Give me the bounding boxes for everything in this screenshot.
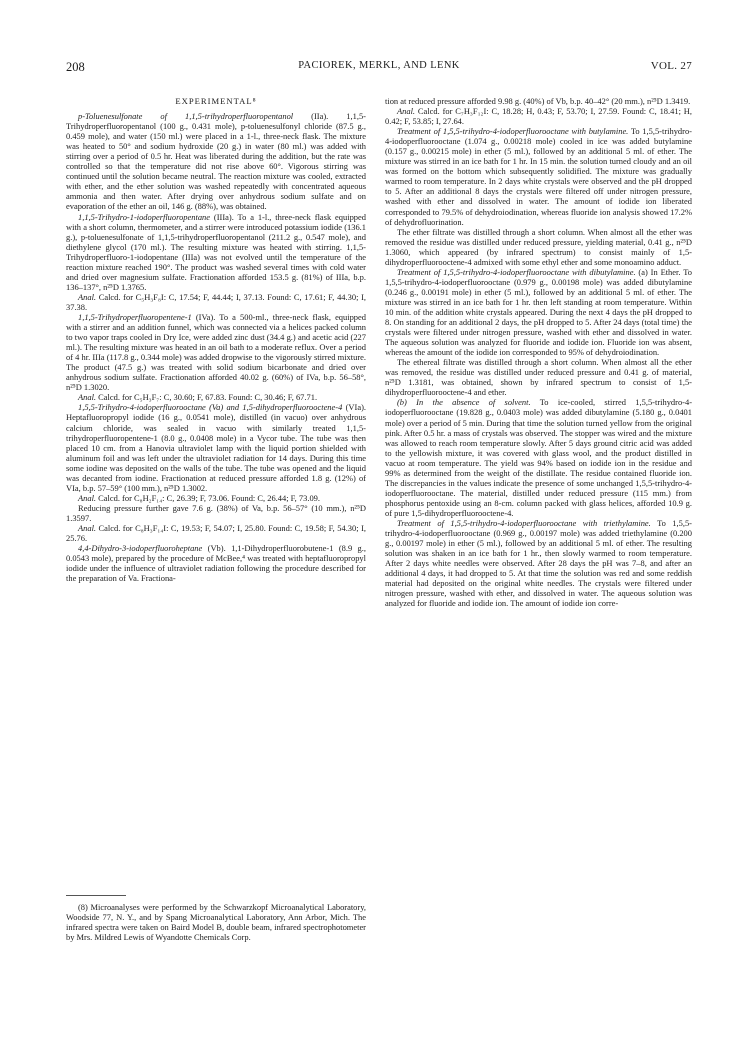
paragraph-body: Calcd. for C₅H₃F₈I: C, 17.54; F, 44.44; I, 37.13. Found: C, 17.61; F, 44.30; I, 37.38. <box>66 291 366 312</box>
paragraph-body: Calcd. for C₅H₃F₇: C, 30.60; F, 67.83. Found: C, 30.46; F, 67.71. <box>96 392 318 403</box>
paragraph <box>66 392 366 402</box>
paragraph <box>66 312 366 392</box>
paragraph-italic-lead: Anal. <box>78 291 97 302</box>
section-heading-experimental: EXPERIMENTAL⁸ <box>175 96 257 106</box>
paragraph-italic-lead: Treatment of 1,5,5-trihydro-4-iodoperfluorooctane with butylamine. <box>397 126 629 137</box>
paragraph <box>66 402 366 492</box>
paragraph-body: Calcd. for C₈H₃F₁₄I: C, 19.53; F, 54.07; I, 25.80. Found: C, 19.58; F, 54.30; I, 25.76. <box>66 522 366 544</box>
paragraph <box>66 543 366 583</box>
paragraph-italic-lead: Anal. <box>78 392 97 403</box>
paragraph <box>66 292 366 312</box>
paragraph-body: The ether filtrate was distilled through a short column. When almost all the ether was removed the residue was distilled under reduced pressure, yielding material, 0.41 g., n²⁵D 1.3060, which appeared (by infrared spectrum) to consist mainly of 1,5-dihydroperfluorooctene-4 admixed with some ethyl ether and some monoamino adduct. <box>385 226 692 267</box>
paragraph <box>66 212 366 292</box>
paragraph-body: (VIa). Heptafluoropropyl iodide (16 g., 0.0541 mole), distilled (in vacuo) over anhydrous calcium chloride, was sealed in vacuo with similarly treated 1,1,5-trihydroperfluoropentene-1 (8.0 g., 0.0408 mole) in a Vycor tube. The tube was then placed 10 cm. from a Hanovia ultraviolet lamp with the liquid portion shielded with aluminum foil and was left under the ultraviolet radiation for 14 days. During this time some iodine was deposited on the walls of the tube. The tube was opened and the liquid was decanted from iodine. Fractionation at reduced pressure afforded 1.8 g. (12%) of VIa, b.p. 57–59° (100 mm.), n²⁵D 1.3002. <box>66 402 366 493</box>
page-number: 208 <box>66 60 85 74</box>
paragraph <box>385 518 692 608</box>
paragraph-body: Calcd. for C₇H₃F₁₂I: C, 18.28; H, 0.43; F, 53.70; I, 27.59. Found: C, 18.41; H, 0.42; F, 53.85; I, 27.64. <box>385 106 692 127</box>
paragraph-body: (Vb). 1,1-Dihydroperfluorobutene-1 (8.9 g., 0.0543 mole), prepared by the procedure of McBee,⁴ was treated with heptafluoropropyl iodide under the influence of ultraviolet radiation following the procedure described for the preparation of Va. Fractiona- <box>66 543 366 584</box>
paragraph-body: tion at reduced pressure afforded 9.98 g. (40%) of Vb, b.p. 40–42° (20 mm.), n²⁵D 1.3419. <box>385 96 691 106</box>
paragraph <box>385 96 692 106</box>
paragraph-italic-lead: Anal. <box>397 106 416 117</box>
paragraph <box>385 106 692 126</box>
footnote-8: (8) Microanalyses were performed by the Schwarzkopf Microanalytical Laboratory, Woodside 77, N. Y., and by Spang Microanalytical Laboratory, Ann Arbor, Mich. The infrared spectra were taken on Baird Model B, double beam, infrared spectrophotometer by Mrs. Mildred Lewis of Wyandotte Chemicals Corp. <box>66 902 366 943</box>
left-text-column <box>66 96 366 583</box>
paragraph-italic-lead: 1,1,5-Trihydro-1-iodoperfluoropentane <box>78 211 211 222</box>
running-title-authors: PACIOREK, MERKL, AND LENK <box>298 60 460 71</box>
paragraph-body: To ice-cooled, stirred 1,5,5-trihydro-4-iodoperfluorooctane (19.828 g., 0.0403 mole) was added dibutylamine (5.180 g., 0.0401 mole) over a period of 5 min. During that time the solution turned yellow from the original pink. After 0.5 hr. a mass of crystals was observed. The stopper was wired and the mixture was allowed to reach room temperature slowly. After 5 days ground citric acid was added to the yellowish mixture, it was covered with glass wool, and the product distilled in vacuo at room temperature. The yield was 94% based on iodide ion in the residue and 99% as determined from the weight of the distillate. The residue contained fluoride ion. The discrepancies in the values indicate the presence of some unchanged 1,5,5-trihydro-4-iodoperfluorooctane. The material, distilled under reduced pressure (115 mm.) from phosphorus pentoxide using an 8-cm. column packed with glass helices, afforded 10.9 g. of pure 1,5-dihydroperfluorooctene-4. <box>385 397 693 518</box>
paragraph-italic-lead: Anal. <box>78 522 97 533</box>
paragraph-body: (IVa). To a 500-ml., three-neck flask, equipped with a stirrer and an addition funnel, which was connected via a helices packed column to two vapor traps cooled in Dry Ice, were added zinc dust (34.4 g.) and acetic acid (227 ml.). The resulting mixture was heated in an oil bath to a moderate reflux. Over a period of 4 hr. IIIa (117.8 g., 0.344 mole) was added dropwise to the vigorously stirred mixture. The product (47.5 g.) was treated with solid sodium bicarbonate and dried over anhydrous sodium sulfate. Fractionation afforded 40.02 g. (60%) of IVa, b.p. 56–58°, n²⁵D 1.3020. <box>66 311 366 393</box>
paragraph-body: Calcd. for C₈H₂F₁₄: C, 26.39; F, 73.06. Found: C, 26.44; F, 73.09. <box>96 492 320 503</box>
paragraph-body: To 1,5,5-trihydro-4-iodoperfluorooctane (1.074 g., 0.00218 mole) cooled in ice was added butylamine (0.157 g., 0.00215 mole) in ether (5 ml.), followed by an additional 5 ml. of ether. The mixture was stirred in an ice bath for 1 hr. In 15 min. the solution turned cloudy and an oil was formed on the bottom which subsequently solidified. The mixture was gradually warmed to room temperature. In 2 days white crystals were observed and the pH dropped to 5. After an additional 8 days the crystals were filtered off under nitrogen pressure, washed with ether and dissolved in water. The amount of iodide ion liberated corresponded to 79.5% of dehydroiodination, whereas fluoride ion analysis showed 17.2% of dehydrofluorination. <box>385 126 692 227</box>
footnote-area <box>66 895 366 942</box>
paragraph-body: (IIa). 1,1,5-Trihydroperfluoropentanol (100 g., 0.431 mole), p-toluenesulfonyl chloride (87.5 g., 0.459 mole), and water (150 ml.) were placed in a 1-l., three-neck flask. The mixture was heated to 50° and sodium hydroxide (20 g.) in water (80 ml.) was added with stirring over a period of 0.5 hr. Heat was liberated during the addition, but the rate was controlled so that the temperature did not rise above 60°. Vigorous stirring was continued until the solution became neutral. The reaction mixture was cooled, extracted with ether, and the ether solution was washed repeatedly with concentrated aqueous ammonia and then water. After drying over anhydrous sodium sulfate and on evaporation of the ether an oil, 146 g. (88%), was obtained. <box>66 111 366 212</box>
paragraph-italic-lead: 4,4-Dihydro-3-iodoperfluoroheptane <box>78 543 203 554</box>
right-text-column <box>385 96 692 608</box>
paragraph <box>66 523 366 543</box>
paragraph-body: Reducing pressure further gave 7.6 g. (38%) of Va, b.p. 56–57° (10 mm.), n²⁵D 1.3597. <box>66 502 366 523</box>
paragraph <box>385 357 692 397</box>
paragraph-body: (a) In Ether. To 1,5,5-trihydro-4-iodoperfluorooctane (0.979 g., 0.00198 mole) was added dibutylamine (0.246 g., 0.00191 mole) in ether (5 ml.), followed by an additional 5 ml. of ether. The mixture was stirred in an ice bath for 1 hr. then left standing at room temperature. Within 10 min. of the addition white crystals appeared. During the next 4 days the pH dropped to 8. On standing for an additional 2 days, the pH dropped to 5. After 24 days (total time) the crystals were filtered under nitrogen pressure, washed with ether and dissolved in water. The aqueous solution was analyzed for fluoride and iodide ion. Fluoride ion was absent, whereas the amount of the iodide ion corresponded to 95% of dehydroiodination. <box>385 266 692 358</box>
paragraph <box>66 493 366 503</box>
paragraph-italic-lead: Treatment of 1,5,5-trihydro-4-iodoperfluorooctane with dibutylamine. <box>397 266 636 277</box>
paragraph-body: To 1,5,5-trihydro-4-iodoperfluorooctane (0.969 g., 0.00197 mole) was added triethylamine (0.200 g., 0.00197 mole) in ether (5 ml.), followed by an additional 5 ml. of ether. The resulting solution was shaken in an ice bath for 1 hr., then slowly warmed to room temperature. After 2 days white needles were observed. After 28 days the pH was 7–8, and after an additional 4 days, it had dropped to 5. At that time the solution was red and some reddish material had deposited on the original white needles. The crystals were filtered under nitrogen pressure, washed with ether, and dissolved in water. The aqueous solution was analyzed for fluoride and iodide ion. The amount of iodide ion corre- <box>385 517 692 609</box>
paragraph-italic-lead: (b) In the absence of solvent. <box>397 397 531 408</box>
paragraph <box>385 397 692 518</box>
paragraph-italic-lead: p-Toluenesulfonate of 1,1,5-trihydroperfluoropentanol <box>78 111 294 122</box>
paragraph <box>385 267 692 357</box>
paragraph-italic-lead: 1,5,5-Trihydro-4-iodoperfluorooctane (Va) and 1,5-dihydroperfluorooctene-4 <box>78 402 343 413</box>
paragraph <box>66 503 366 523</box>
paragraph <box>385 227 692 267</box>
footnote-rule <box>66 895 126 896</box>
paragraph-italic-lead: 1,1,5-Trihydroperfluoropentene-1 <box>78 311 192 322</box>
paragraph-body: The ethereal filtrate was distilled through a short column. When almost all the ether was removed, the residue was distilled under reduced pressure and 0.41 g. of material, n²⁵D 1.3181, was obtained, shown by infrared spectrum to consist of 1,5-dihydroperfluorooctene-4 and ether. <box>385 357 692 398</box>
volume-label: VOL. 27 <box>650 60 692 72</box>
running-header <box>66 60 692 76</box>
paragraph <box>66 111 366 211</box>
paragraph-body: (IIIa). To a 1-l., three-neck flask equipped with a short column, thermometer, and a stirrer were introduced potassium iodide (136.1 g.), p-toluenesulfonate of 1,1,5-trihydroperfluoropentanol (211.2 g., 0.547 mole), and diethylene glycol (170 ml.). The resulting mixture was heated with stirring. 1,1,5-Trihydroperfluoro-1-iodopentane (IIIa) was not evolved until the temperature of the reaction mixture reached 190°. The product was washed several times with cold water and dried over magnesium sulfate. Fractionation afforded 153.5 g. (81%) of IIIa, b.p. 136–137°, n²⁵D 1.3765. <box>66 211 366 292</box>
paragraph <box>385 126 692 226</box>
paragraph-italic-lead: Anal. <box>78 492 97 503</box>
paragraph-italic-lead: Treatment of 1,5,5-trihydro-4-iodoperfluorooctane with triethylamine. <box>397 517 651 528</box>
